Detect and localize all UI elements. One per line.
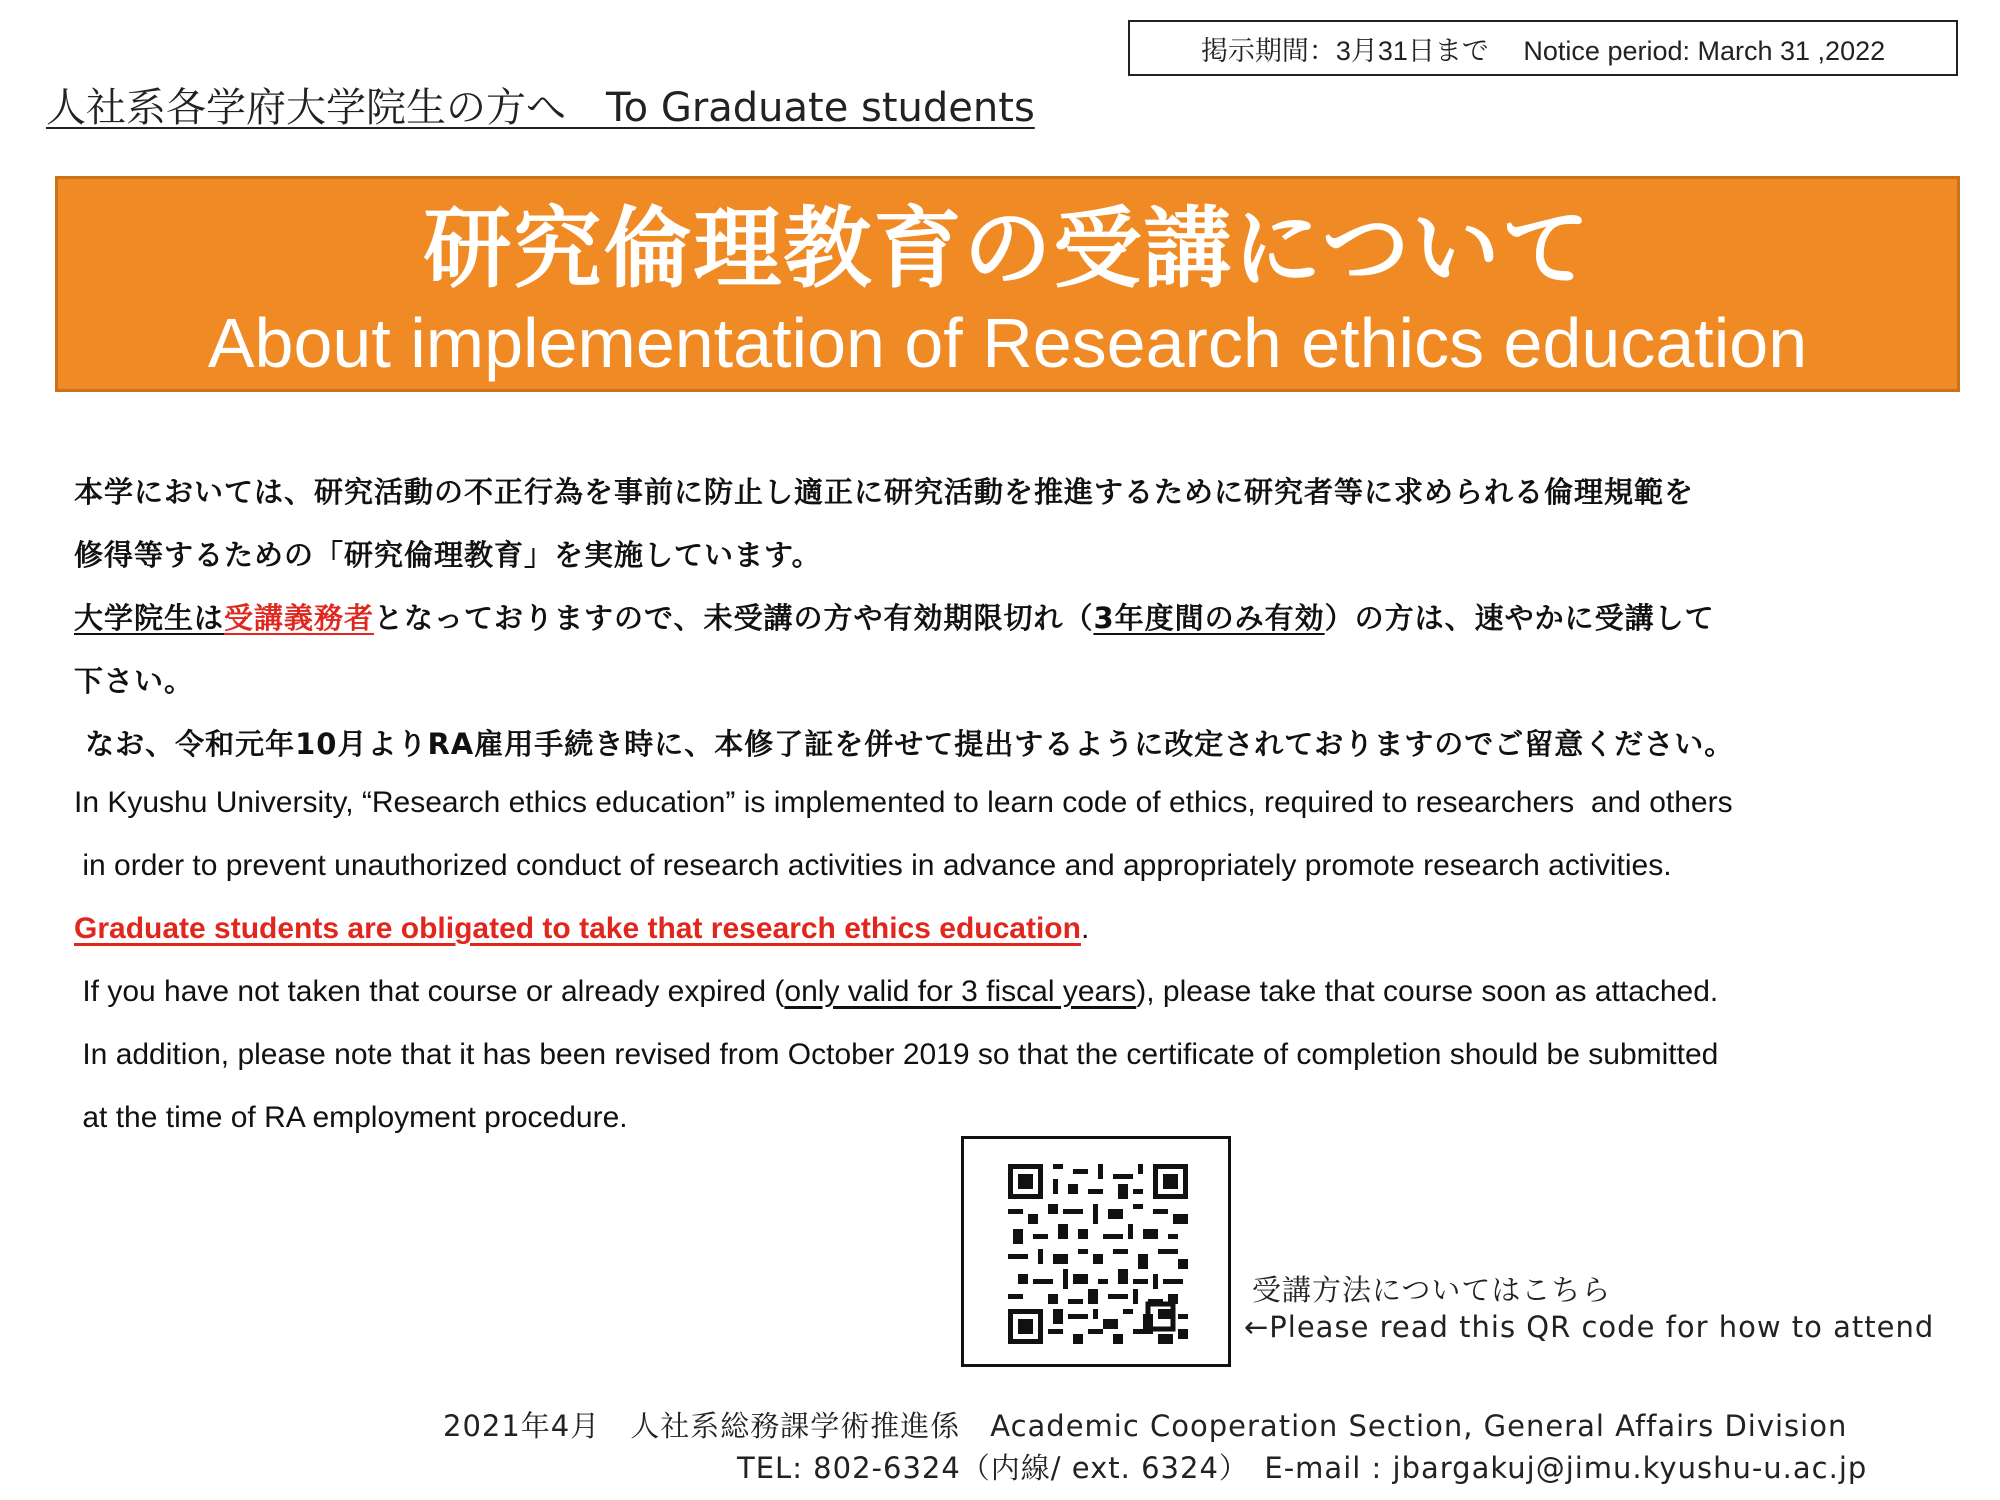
validity-text: 3年度間のみ有効	[1093, 601, 1325, 635]
notice-period-box	[1128, 20, 1958, 76]
qr-caption-english: ←Please read this QR code for how to attend	[1244, 1310, 1935, 1344]
body-en-line-3	[74, 912, 1089, 946]
obligation-period: .	[1080, 912, 1090, 945]
body-en-line-4-start: If you have not taken that course or already expired (	[74, 975, 785, 1008]
title-japanese: 研究倫理教育の受講について	[423, 197, 1592, 300]
body-en-line-4	[74, 975, 1718, 1009]
body-jp-line-1: 本学においては、研究活動の不正行為を事前に防止し適正に研究活動を推進するために研究者等に求められる倫理規範を	[74, 475, 1695, 509]
body-jp-line-3-mid: となっておりますので、未受講の方や有効期限切れ（	[374, 601, 1094, 635]
obligation-text: 受講義務者	[224, 601, 375, 635]
footer-contact: TEL: 802-6324（内線/ ext. 6324） E-mail : jbargakuj@jimu.kyushu-u.ac.jp	[737, 1451, 1868, 1485]
qr-code-frame[interactable]	[961, 1136, 1231, 1367]
qr-code-image	[1008, 1164, 1188, 1344]
body-jp-line-5: なお、令和元年10月よりRA雇用手続き時に、本修了証を併せて提出するように改定されておりますのでご留意ください。	[74, 727, 1735, 761]
body-en-line-6: at the time of RA employment procedure.	[74, 1101, 628, 1134]
body-en-line-2: in order to prevent unauthorized conduct of research activities in advance and appropriately promote research activities.	[74, 849, 1672, 882]
footer-issuer: 2021年4月 人社系総務課学術推進係 Academic Cooperation Section, General Affairs Division	[443, 1409, 1848, 1443]
body-jp-line-3	[74, 596, 1715, 637]
title-english: About implementation of Research ethics education	[207, 304, 1808, 382]
body-en-line-5: In addition, please note that it has been revised from October 2019 so that the certificate of completion should be submitted	[74, 1038, 1719, 1071]
body-jp-line-4: 下さい。	[74, 664, 195, 698]
notice-period-text: 掲示期間：3月31日まで Notice period: March 31 ,2022	[1200, 35, 1886, 66]
body-jp-line-2: 修得等するための「研究倫理教育」を実施しています。	[74, 538, 822, 572]
body-en-line-4-end: ), please take that course soon as attached.	[1136, 975, 1719, 1008]
title-banner	[55, 176, 1960, 392]
audience-heading: 人社系各学府大学院生の方へ To Graduate students	[46, 85, 1035, 131]
body-en-line-1: In Kyushu University, “Research ethics education” is implemented to learn code of ethics, required to researchers and others	[74, 786, 1733, 819]
obligation-statement: Graduate students are obligated to take that research ethics education	[74, 912, 1081, 945]
validity-statement: only valid for 3 fiscal years	[784, 975, 1137, 1008]
qr-caption-japanese: 受講方法についてはこちら	[1252, 1273, 1612, 1307]
body-jp-line-3-end: ）の方は、速やかに受講して	[1324, 601, 1715, 635]
grad-students-text: 大学院生は	[74, 601, 225, 635]
